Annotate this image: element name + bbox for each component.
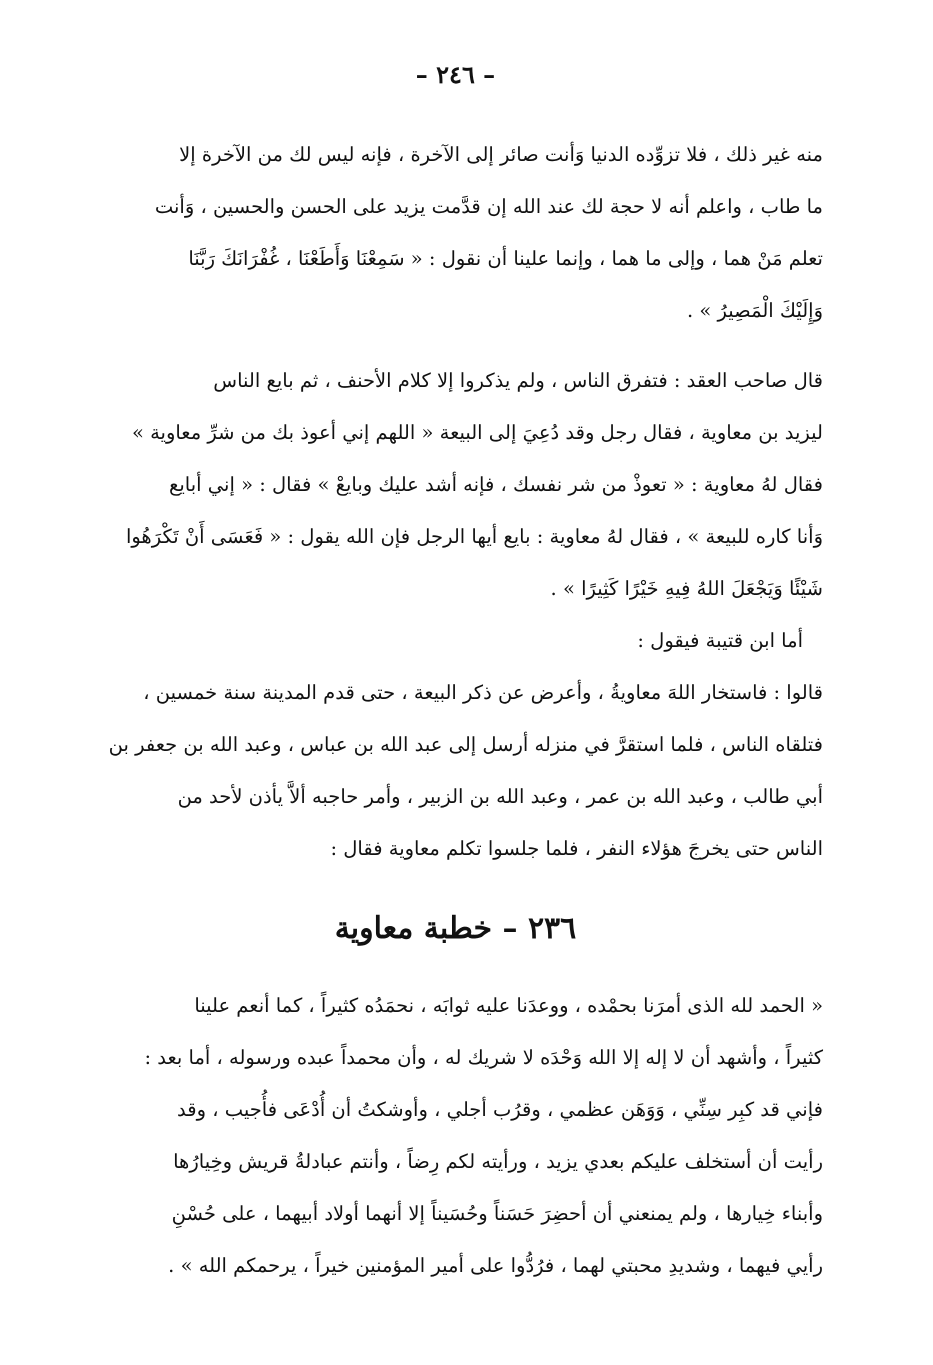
line: فقال لهُ معاوية : « تعوذْ من شر نفسك ، فإنه أشد عليك وبايعْ » فقال : « إني أبايع	[168, 473, 823, 496]
line: « الحمد لله الذى أمرَنا بحمْده ، ووعدَنا عليه ثوابَه ، نحمَدُه كثيراً ، كما أنعم علينا	[194, 994, 823, 1017]
line: منه غير ذلك ، فلا تزوِّده الدنيا وَأنت صائر إلى الآخرة ، فإنه ليس لك من الآخرة إلا	[179, 143, 823, 166]
line: وَإِلَيْكَ الْمَصِيرُ » .	[686, 299, 823, 322]
line: أما ابن قتيبة فيقول :	[637, 629, 803, 652]
line: قال صاحب العقد : فتفرق الناس ، ولم يذكروا إلا كلام الأحنف ، ثم بايع الناس	[213, 369, 823, 392]
line: فإني قد كبِر سِنِّي ، وَوَهَن عظمي ، وقرُب أجلي ، وأوشكتُ أن أُدْعَى فأُجيب ، وقد	[177, 1098, 823, 1121]
paragraph-2	[88, 355, 823, 615]
line: كثيراً ، وأشهد أن لا إله إلا الله وَحْدَه لا شريك له ، وأن محمداً عبده ورسوله ، أما بعد :	[144, 1046, 823, 1069]
paragraph-3	[88, 615, 823, 667]
page-number: – ٢٤٦ –	[415, 60, 496, 89]
line: تعلم مَنْ هما ، وإلى ما هما ، وإنما علينا أن نقول : « سَمِعْنَا وَأَطَعْنَا ، غُفْرَانَكَ رَبَّنَا	[188, 247, 823, 270]
line: أبي طالب ، وعبد الله بن عمر ، وعبد الله بن الزبير ، وأمر حاجبه ألاَّ يأذن لأحد من	[177, 785, 823, 808]
line: وَأنا كاره للبيعة » ، فقال لهُ معاوية : بايع أيها الرجل فإن الله يقول : « فَعَسَى أَنْ تَكْرَهُوا	[125, 525, 823, 548]
line: الناس حتى يخرجَ هؤلاء النفر ، فلما جلسوا تكلم معاوية فقال :	[330, 837, 823, 860]
paragraph-1	[88, 129, 823, 337]
section-title: ٢٣٦ – خطبة معاوية	[334, 911, 577, 946]
paragraph-5	[88, 980, 823, 1292]
line: شَيْئًا وَيَجْعَلَ اللهُ فِيهِ خَيْرًا كَثِيرًا » .	[550, 577, 823, 600]
line: ما طاب ، واعلم أنه لا حجة لك عند الله إن قدَّمت يزيد على الحسن والحسين ، وَأنت	[154, 195, 823, 218]
line: فتلقاه الناس ، فلما استقرَّ في منزله أرسل إلى عبد الله بن عباس ، وعبد الله بن جعفر بن	[108, 733, 823, 756]
line: رأيت أن أستخلف عليكم بعدي يزيد ، ورأيته لكم رِضاً ، وأنتم عبادلةُ قريش وخِيارُها	[173, 1150, 823, 1173]
line: رأيي فيهما ، وشديدِ محبتي لهما ، فرُدُّوا على أمير المؤمنين خيراً ، يرحمكم الله » .	[168, 1254, 823, 1277]
line: قالوا : فاستخار اللهَ معاويةُ ، وأعرض عن ذكر البيعة ، حتى قدم المدينة سنة خمسين ،	[143, 681, 823, 704]
line: ليزيد بن معاوية ، فقال رجل وقد دُعِيَ إلى البيعة « اللهم إني أعوذ بك من شرِّ معاوية »	[131, 421, 823, 444]
paragraph-4	[88, 667, 823, 875]
line: وأبناء خِيارها ، ولم يمنعني أن أحضِرَ حَسَناً وحُسَيناً إلا أنهما أولاد أبيهما ، على حُسْنِ	[171, 1202, 823, 1225]
